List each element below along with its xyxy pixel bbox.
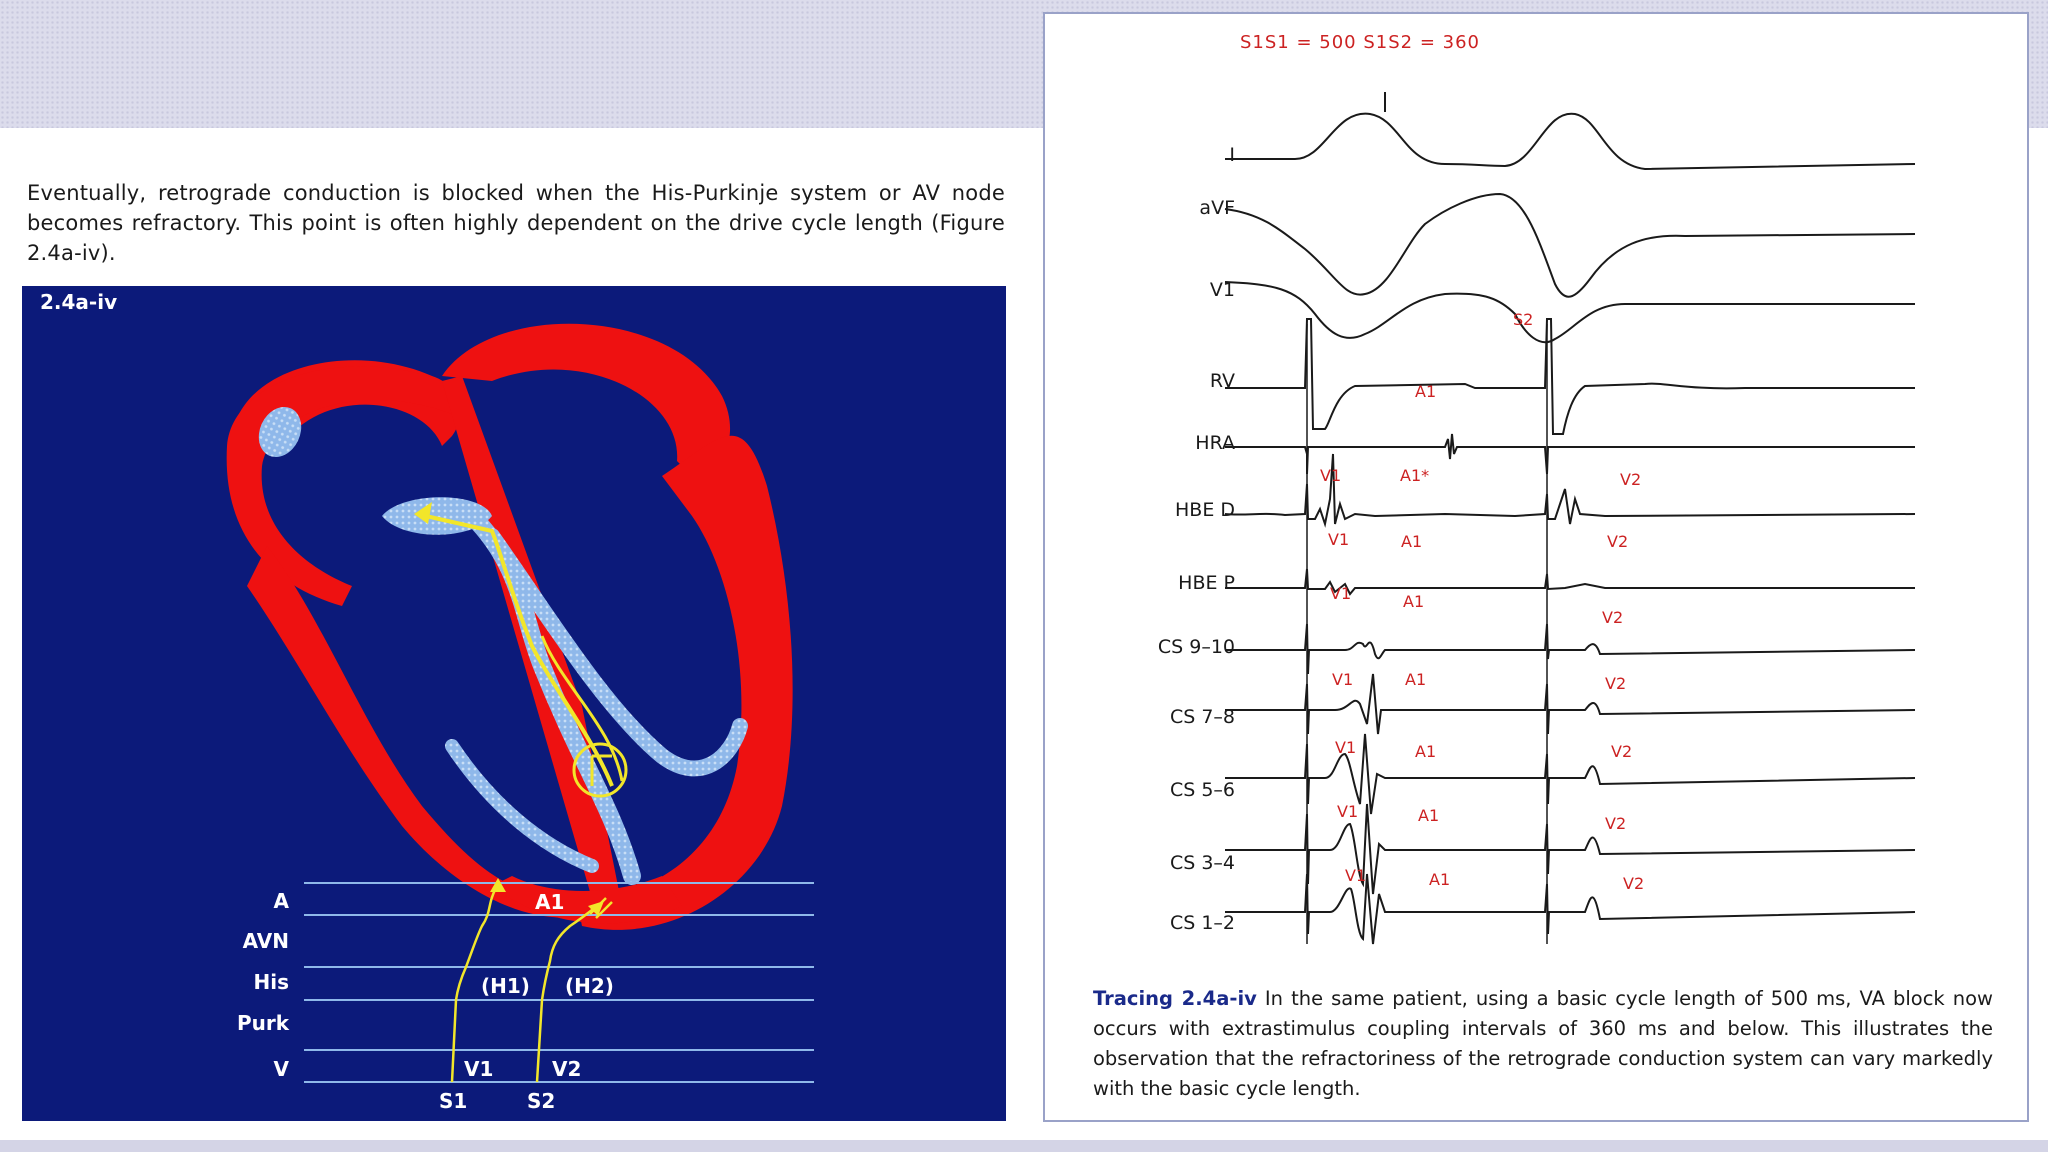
channel-label-cs-5-6: CS 5–6 [1169,779,1235,801]
tracing-panel [1043,12,2029,1122]
mark-rv-a1: A1 [1415,382,1437,401]
mark-hbed-v2: V2 [1620,470,1642,489]
mark-hbed-a1: A1* [1400,466,1430,485]
channel-label-cs-7-8: CS 7–8 [1169,706,1235,728]
ladder-mark-v1: V1 [464,1057,494,1081]
mark-cs910-a1: A1 [1403,592,1425,611]
tracing-caption [1093,984,1993,1104]
channel-label-avf: aVF [1199,197,1235,219]
bottom-decorative-band [0,1140,2048,1152]
channel-label-rv: RV [1209,370,1235,392]
figure-panel [22,286,1006,1121]
mark-hbep-v2: V2 [1607,532,1629,551]
channel-label-cs-1-2: CS 1–2 [1169,912,1235,934]
ladder-mark-a1: A1 [535,890,565,914]
mark-hbep-a1: A1 [1401,532,1423,551]
channel-label-v1: V1 [1209,279,1235,301]
mark-s2: S2 [1513,310,1534,329]
mark-cs78-a1: A1 [1405,670,1427,689]
mark-cs12-a1: A1 [1429,870,1451,889]
mark-cs12-v1: V1 [1345,866,1367,885]
mark-cs910-v2: V2 [1602,608,1624,627]
trace-lead-cs-3-4 [1225,804,1915,894]
ladder-row-a: A [273,889,289,913]
trace-lead-hbe-p [1225,569,1915,594]
mark-cs56-a1: A1 [1415,742,1437,761]
mark-cs78-v1: V1 [1332,670,1354,689]
intro-paragraph: Eventually, retrograde conduction is blocked when the His-Purkinje system or AV node becomes refractory. This point is often highly dependent on the drive cycle length (Figure 2.4a-iv). [27,181,1005,265]
mark-cs34-a1: A1 [1418,806,1440,825]
caption-title: Tracing 2.4a-iv [1093,987,1257,1010]
mark-cs910-v1: V1 [1330,584,1352,603]
trace-lead-avf [1225,194,1915,297]
ladder-row-purk: Purk [236,1011,289,1035]
ladder-row-v: V [273,1057,289,1081]
mark-hbep-v1: V1 [1328,530,1350,549]
channel-label-cs-9-10: CS 9–10 [1157,636,1235,658]
ladder-mark-h2: (H2) [565,974,614,998]
mark-cs56-v2: V2 [1611,742,1633,761]
trace-lead-cs-1-2 [1225,874,1915,944]
trace-lead-cs-7-8 [1225,674,1915,734]
caption-body: In the same patient, using a basic cycle length of 500 ms, VA block now occurs with extrastimulus coupling intervals of 360 ms and below. This illustrates the observation that the refractoriness of the retrograde conduction system can vary markedly with the basic cycle length. [1093,987,1993,1100]
ladder-mark-s1: S1 [439,1089,468,1113]
trace-lead-hbe-d [1225,454,1915,524]
ecg-tracings [1045,14,2031,1124]
trace-lead-v1 [1225,282,1915,342]
ladder-mark-h1: (H1) [481,974,530,998]
channel-label-i: I [1229,144,1235,166]
trace-lead-cs-9-10 [1225,624,1915,674]
ladder-row-his: His [253,970,289,994]
mark-cs34-v1: V1 [1337,802,1359,821]
channel-label-hra: HRA [1195,432,1235,454]
mark-cs56-v1: V1 [1335,738,1357,757]
mark-cs34-v2: V2 [1605,814,1627,833]
trace-lead-i [1225,114,1915,169]
channel-label-hbe-d: HBE D [1175,499,1235,521]
trace-lead-cs-5-6 [1225,734,1915,814]
mark-cs78-v2: V2 [1605,674,1627,693]
figure-label: 2.4a-iv [40,290,118,314]
channel-label-hbe-p: HBE P [1178,572,1235,594]
mark-hbed-v1: V1 [1320,466,1342,485]
mark-cs12-v2: V2 [1623,874,1645,893]
ladder-row-avn: AVN [242,929,289,953]
ladder-mark-s2: S2 [527,1089,556,1113]
ladder-mark-v2: V2 [552,1057,582,1081]
trace-lead-rv [1225,319,1915,434]
stimulus-parameters: S1S1 = 500 S1S2 = 360 [1240,32,1480,53]
channel-label-cs-3-4: CS 3–4 [1169,852,1235,874]
